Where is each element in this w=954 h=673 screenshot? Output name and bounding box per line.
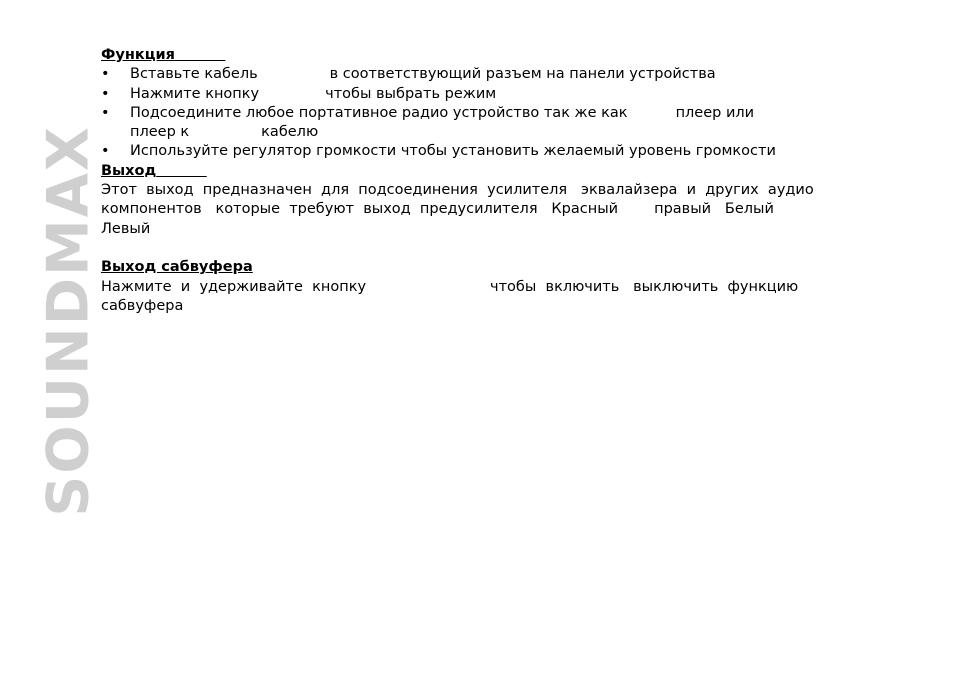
manual-page xyxy=(101,46,861,316)
soundmax-logo-text: SOUNDMAX xyxy=(35,125,102,517)
list-item: • Подсоедините любое портативное радио устройство так же как плеер или плеер к кабелю xyxy=(101,104,861,143)
subwoofer-heading: Выход сабвуфера xyxy=(101,259,253,276)
soundmax-logo xyxy=(35,44,102,598)
subwoofer-paragraph: Нажмите и удерживайте кнопку чтобы включить выключить функцию сабвуфера xyxy=(101,278,799,314)
list-item: • Нажмите кнопку чтобы выбрать режим xyxy=(101,85,861,104)
output-heading: Выход xyxy=(101,162,157,179)
list-item: • Используйте регулятор громкости чтобы установить желаемый уровень громкости xyxy=(101,142,861,161)
function-list xyxy=(101,65,861,161)
output-paragraph: Этот выход предназначен для подсоединения усилителя эквалайзера и других аудио компонентов которые требуют выход предусилителя Красный правый Белый Левый xyxy=(101,182,814,237)
function-heading: Функция xyxy=(101,47,175,63)
list-item: • Вставьте кабель в соответствующий разъем на панели устройства xyxy=(101,65,861,84)
